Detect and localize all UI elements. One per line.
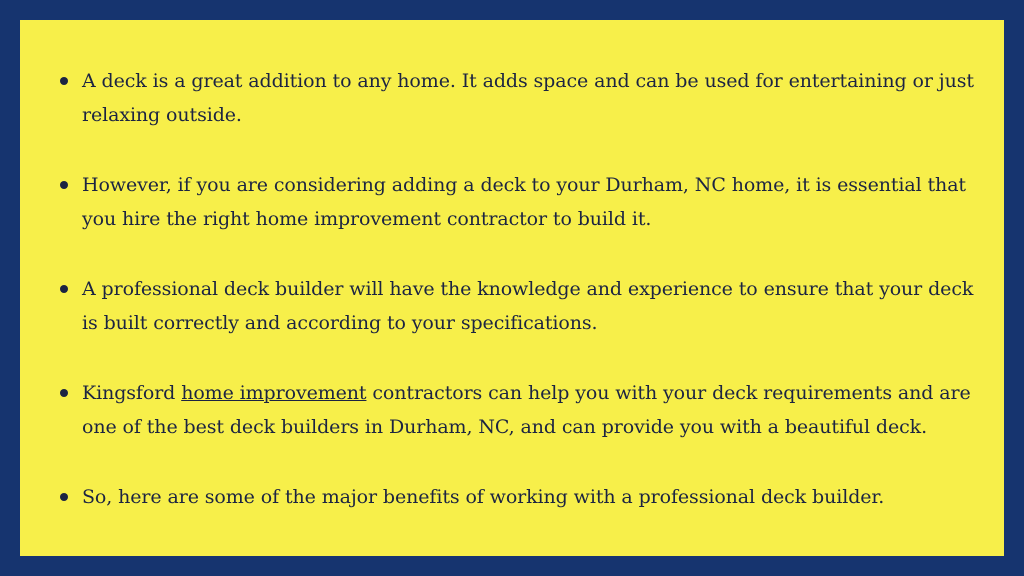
bullet-dot-icon: [60, 389, 68, 397]
bullet-dot-icon: [60, 285, 68, 293]
bullet-item: [60, 376, 988, 444]
slide-panel: [20, 20, 1004, 556]
bullet-item: [60, 64, 988, 132]
bullet-text: A professional deck builder will have the knowledge and experience to ensure that your deck is built correctly and according to your specifications.: [82, 278, 974, 334]
bullet-text: A deck is a great addition to any home. It adds space and can be used for entertaining or just relaxing outside.: [82, 70, 974, 126]
bullet-dot-icon: [60, 181, 68, 189]
home-improvement-link[interactable]: home improvement: [181, 382, 367, 404]
bullet-item: [60, 480, 988, 514]
bullet-text: So, here are some of the major benefits of working with a professional deck builder.: [82, 486, 885, 508]
bullet-item: [60, 272, 988, 340]
bullet-list: [60, 64, 988, 514]
bullet-text-before-link: Kingsford: [82, 382, 182, 404]
bullet-item: [60, 168, 988, 236]
bullet-dot-icon: [60, 493, 68, 501]
bullet-text: However, if you are considering adding a deck to your Durham, NC home, it is essential that you hire the right home improvement contractor to build it.: [82, 174, 966, 230]
bullet-dot-icon: [60, 77, 68, 85]
bullet-text-after-link: contractors can help you with your deck requirements and are one of the best deck builders in Durham, NC, and can provide you with a beautiful deck.: [82, 382, 971, 438]
